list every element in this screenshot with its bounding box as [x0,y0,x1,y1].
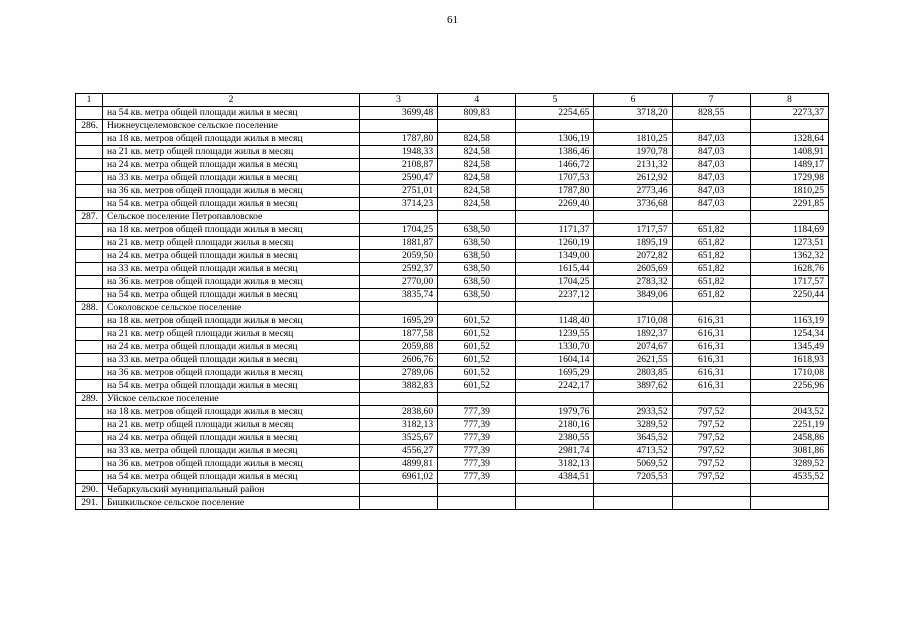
row-number [76,406,103,419]
cell-value: 1328,64 [750,133,828,146]
row-label: на 18 кв. метров общей площади жилья в месяц [103,315,360,328]
row-label: на 54 кв. метра общей площади жилья в месяц [103,471,360,484]
cell-value: 616,31 [672,341,750,354]
cell-value: 1306,19 [516,133,594,146]
cell-value: 616,31 [672,328,750,341]
row-number [76,328,103,341]
cell-value: 2981,74 [516,445,594,458]
cell-value [750,211,828,224]
table-row [76,224,829,237]
column-number: 6 [594,94,672,107]
cell-value: 828,55 [672,107,750,120]
page-number: 61 [447,14,458,26]
row-number [76,341,103,354]
cell-value: 797,52 [672,406,750,419]
cell-value: 1260,19 [516,237,594,250]
table-row [76,172,829,185]
cell-value: 1163,19 [750,315,828,328]
cell-value: 1717,57 [750,276,828,289]
cell-value [672,484,750,497]
cell-value: 6961,02 [360,471,438,484]
cell-value: 601,52 [438,367,516,380]
cell-value: 797,52 [672,445,750,458]
cell-value: 1345,49 [750,341,828,354]
cell-value: 847,03 [672,185,750,198]
cell-value: 1408,91 [750,146,828,159]
cell-value [360,497,438,510]
cell-value: 601,52 [438,354,516,367]
cell-value: 638,50 [438,289,516,302]
column-number: 7 [672,94,750,107]
row-label: на 36 кв. метров общей площади жилья в месяц [103,185,360,198]
row-label: на 33 кв. метра общей площади жилья в месяц [103,354,360,367]
cell-value [516,497,594,510]
cell-value: 1710,08 [750,367,828,380]
cell-value [516,302,594,315]
cell-value: 824,58 [438,185,516,198]
column-number: 4 [438,94,516,107]
row-label: на 21 кв. метр общей площади жилья в месяц [103,419,360,432]
column-number: 8 [750,94,828,107]
table-row [76,107,829,120]
row-label: на 18 кв. метров общей площади жилья в месяц [103,406,360,419]
row-number [76,367,103,380]
cell-value: 824,58 [438,146,516,159]
cell-value: 1695,29 [360,315,438,328]
cell-value: 777,39 [438,432,516,445]
row-label: на 33 кв. метра общей площади жилья в месяц [103,172,360,185]
cell-value: 3289,52 [594,419,672,432]
table-row [76,406,829,419]
cell-value: 3289,52 [750,458,828,471]
table-row [76,237,829,250]
cell-value: 7205,53 [594,471,672,484]
cell-value: 2291,85 [750,198,828,211]
table-row [76,497,829,510]
cell-value: 2612,92 [594,172,672,185]
cell-value [672,497,750,510]
cell-value: 638,50 [438,263,516,276]
table-row [76,458,829,471]
cell-value: 4713,52 [594,445,672,458]
cell-value: 1810,25 [594,133,672,146]
cell-value: 601,52 [438,315,516,328]
cell-value [360,484,438,497]
cell-value: 4556,27 [360,445,438,458]
row-label: на 33 кв. метра общей площади жилья в месяц [103,263,360,276]
cell-value: 2783,32 [594,276,672,289]
row-number [76,133,103,146]
table-row [76,276,829,289]
row-number [76,107,103,120]
cell-value: 1362,32 [750,250,828,263]
cell-value: 2380,55 [516,432,594,445]
cell-value: 3081,86 [750,445,828,458]
cell-value: 847,03 [672,159,750,172]
cell-value [438,211,516,224]
cell-value: 2789,06 [360,367,438,380]
table-row [76,393,829,406]
row-number [76,224,103,237]
row-label: Сельское поселение Петропавловское [103,211,360,224]
table-row [76,198,829,211]
cell-value [438,302,516,315]
cell-value: 1810,25 [750,185,828,198]
cell-value: 2108,87 [360,159,438,172]
row-number [76,458,103,471]
cell-value: 2131,32 [594,159,672,172]
cell-value: 777,39 [438,445,516,458]
cell-value: 2043,52 [750,406,828,419]
cell-value: 1707,53 [516,172,594,185]
table-row [76,302,829,315]
cell-value: 1615,44 [516,263,594,276]
row-number: 287. [76,211,103,224]
row-label: на 18 кв. метров общей площади жилья в месяц [103,133,360,146]
row-label: на 36 кв. метров общей площади жилья в месяц [103,276,360,289]
table-row [76,471,829,484]
row-number: 290. [76,484,103,497]
table-row [76,146,829,159]
row-number: 289. [76,393,103,406]
cell-value: 3714,23 [360,198,438,211]
cell-value: 797,52 [672,419,750,432]
cell-value: 2072,82 [594,250,672,263]
column-number: 3 [360,94,438,107]
row-label: на 18 кв. метров общей площади жилья в месяц [103,224,360,237]
cell-value: 2606,76 [360,354,438,367]
row-number [76,263,103,276]
cell-value: 1892,37 [594,328,672,341]
table-row [76,250,829,263]
row-label: на 54 кв. метра общей площади жилья в месяц [103,380,360,393]
table-row [76,315,829,328]
row-number [76,198,103,211]
table-row [76,419,829,432]
cell-value: 2621,55 [594,354,672,367]
row-number [76,172,103,185]
cell-value: 3182,13 [360,419,438,432]
cell-value [672,302,750,315]
cell-value [516,484,594,497]
table-row [76,432,829,445]
row-number [76,159,103,172]
cell-value [438,497,516,510]
cell-value: 1171,37 [516,224,594,237]
cell-value [516,120,594,133]
cell-value: 1881,87 [360,237,438,250]
row-number [76,380,103,393]
row-label: на 21 кв. метр общей площади жилья в месяц [103,146,360,159]
cell-value [750,393,828,406]
cell-value: 638,50 [438,250,516,263]
cell-value: 2803,85 [594,367,672,380]
cell-value [750,302,828,315]
cell-value: 638,50 [438,224,516,237]
cell-value: 1717,57 [594,224,672,237]
cell-value: 616,31 [672,367,750,380]
cell-value: 1787,80 [516,185,594,198]
cell-value: 651,82 [672,250,750,263]
row-label: Чебаркульский муниципальный район [103,484,360,497]
column-number-row [76,94,829,107]
cell-value [672,120,750,133]
cell-value: 1695,29 [516,367,594,380]
cell-value: 777,39 [438,419,516,432]
cell-value: 2059,50 [360,250,438,263]
cell-value: 847,03 [672,146,750,159]
tariff-table [75,93,829,510]
cell-value: 3849,06 [594,289,672,302]
cell-value: 1604,14 [516,354,594,367]
cell-value: 3182,13 [516,458,594,471]
cell-value: 2059,88 [360,341,438,354]
row-number [76,276,103,289]
cell-value: 809,83 [438,107,516,120]
row-number [76,471,103,484]
row-number [76,432,103,445]
cell-value [360,302,438,315]
row-label: на 24 кв. метра общей площади жилья в месяц [103,250,360,263]
row-label: на 36 кв. метров общей площади жилья в месяц [103,458,360,471]
cell-value: 1254,34 [750,328,828,341]
table-row [76,289,829,302]
cell-value: 2751,01 [360,185,438,198]
cell-value: 1704,25 [360,224,438,237]
cell-value: 2605,69 [594,263,672,276]
row-number [76,250,103,263]
cell-value: 1489,17 [750,159,828,172]
cell-value [594,484,672,497]
cell-value: 847,03 [672,198,750,211]
cell-value: 2251,19 [750,419,828,432]
cell-value: 3835,74 [360,289,438,302]
cell-value: 3736,68 [594,198,672,211]
cell-value: 1466,72 [516,159,594,172]
cell-value: 2180,16 [516,419,594,432]
cell-value: 1386,46 [516,146,594,159]
cell-value [594,393,672,406]
row-label: Бишкильское сельское поселение [103,497,360,510]
cell-value: 2273,37 [750,107,828,120]
cell-value: 3882,83 [360,380,438,393]
cell-value [360,393,438,406]
table-row [76,133,829,146]
row-number: 288. [76,302,103,315]
cell-value: 1618,93 [750,354,828,367]
cell-value: 2838,60 [360,406,438,419]
cell-value [750,484,828,497]
cell-value: 1148,40 [516,315,594,328]
row-number: 291. [76,497,103,510]
cell-value: 3699,48 [360,107,438,120]
row-label: на 24 кв. метра общей площади жилья в месяц [103,341,360,354]
cell-value: 824,58 [438,133,516,146]
cell-value [360,211,438,224]
cell-value: 5069,52 [594,458,672,471]
row-number [76,315,103,328]
cell-value: 2074,67 [594,341,672,354]
cell-value: 2250,44 [750,289,828,302]
cell-value: 824,58 [438,159,516,172]
cell-value: 797,52 [672,458,750,471]
row-number [76,185,103,198]
cell-value: 1184,69 [750,224,828,237]
cell-value: 1787,80 [360,133,438,146]
cell-value: 1710,08 [594,315,672,328]
column-number: 2 [103,94,360,107]
cell-value: 1349,00 [516,250,594,263]
row-number [76,146,103,159]
cell-value [594,497,672,510]
table-row [76,120,829,133]
cell-value: 1729,98 [750,172,828,185]
cell-value: 1979,76 [516,406,594,419]
row-label: на 36 кв. метров общей площади жилья в месяц [103,367,360,380]
cell-value: 4384,51 [516,471,594,484]
cell-value: 651,82 [672,237,750,250]
cell-value: 797,52 [672,471,750,484]
table-row [76,380,829,393]
row-label: на 21 кв. метр общей площади жилья в месяц [103,237,360,250]
cell-value: 2590,47 [360,172,438,185]
cell-value [750,497,828,510]
table-row [76,367,829,380]
row-number: 286. [76,120,103,133]
table-row [76,328,829,341]
cell-value: 651,82 [672,224,750,237]
table-row [76,484,829,497]
cell-value: 1628,76 [750,263,828,276]
row-label: на 24 кв. метра общей площади жилья в месяц [103,432,360,445]
cell-value: 3525,67 [360,432,438,445]
cell-value: 777,39 [438,471,516,484]
cell-value [360,120,438,133]
row-label: на 54 кв. метра общей площади жилья в месяц [103,289,360,302]
cell-value [750,120,828,133]
cell-value: 2269,40 [516,198,594,211]
cell-value: 651,82 [672,263,750,276]
table-row [76,354,829,367]
row-number [76,445,103,458]
cell-value: 601,52 [438,341,516,354]
cell-value: 616,31 [672,380,750,393]
cell-value: 1877,58 [360,328,438,341]
cell-value: 847,03 [672,172,750,185]
cell-value: 824,58 [438,172,516,185]
row-label: на 24 кв. метра общей площади жилья в месяц [103,159,360,172]
cell-value: 651,82 [672,289,750,302]
table-row [76,185,829,198]
column-number: 1 [76,94,103,107]
row-label: на 21 кв. метр общей площади жилья в месяц [103,328,360,341]
cell-value [438,484,516,497]
cell-value: 2458,86 [750,432,828,445]
cell-value: 3718,20 [594,107,672,120]
cell-value: 638,50 [438,237,516,250]
cell-value: 2773,46 [594,185,672,198]
cell-value: 2592,37 [360,263,438,276]
cell-value: 601,52 [438,328,516,341]
cell-value: 616,31 [672,315,750,328]
cell-value: 2933,52 [594,406,672,419]
cell-value: 1273,51 [750,237,828,250]
cell-value: 3897,62 [594,380,672,393]
row-number [76,354,103,367]
table-row [76,159,829,172]
table-row [76,263,829,276]
row-number [76,237,103,250]
cell-value: 1330,70 [516,341,594,354]
cell-value: 4899,81 [360,458,438,471]
row-label: Уйское сельское поселение [103,393,360,406]
cell-value: 651,82 [672,276,750,289]
cell-value: 1239,55 [516,328,594,341]
table-body [76,94,829,510]
cell-value: 3645,52 [594,432,672,445]
cell-value: 824,58 [438,198,516,211]
cell-value: 2237,12 [516,289,594,302]
row-number [76,419,103,432]
row-label: на 54 кв. метра общей площади жилья в месяц [103,198,360,211]
cell-value: 797,52 [672,432,750,445]
table-row [76,211,829,224]
cell-value: 847,03 [672,133,750,146]
cell-value [594,120,672,133]
cell-value [672,211,750,224]
cell-value: 1970,78 [594,146,672,159]
row-label: Соколовское сельское поселение [103,302,360,315]
table-row [76,341,829,354]
cell-value: 2242,17 [516,380,594,393]
cell-value: 638,50 [438,276,516,289]
cell-value: 1704,25 [516,276,594,289]
column-number: 5 [516,94,594,107]
cell-value: 777,39 [438,458,516,471]
cell-value: 2770,00 [360,276,438,289]
cell-value [516,393,594,406]
cell-value: 616,31 [672,354,750,367]
cell-value [594,211,672,224]
cell-value: 4535,52 [750,471,828,484]
cell-value: 2256,96 [750,380,828,393]
table-row [76,445,829,458]
row-label: Нижнеусцелемовское сельское поселение [103,120,360,133]
cell-value [672,393,750,406]
row-label: на 54 кв. метра общей площади жилья в месяц [103,107,360,120]
cell-value [438,120,516,133]
cell-value: 777,39 [438,406,516,419]
cell-value: 1948,33 [360,146,438,159]
cell-value [594,302,672,315]
cell-value: 2254,65 [516,107,594,120]
cell-value: 601,52 [438,380,516,393]
cell-value [516,211,594,224]
row-label: на 33 кв. метра общей площади жилья в месяц [103,445,360,458]
row-number [76,289,103,302]
cell-value [438,393,516,406]
cell-value: 1895,19 [594,237,672,250]
